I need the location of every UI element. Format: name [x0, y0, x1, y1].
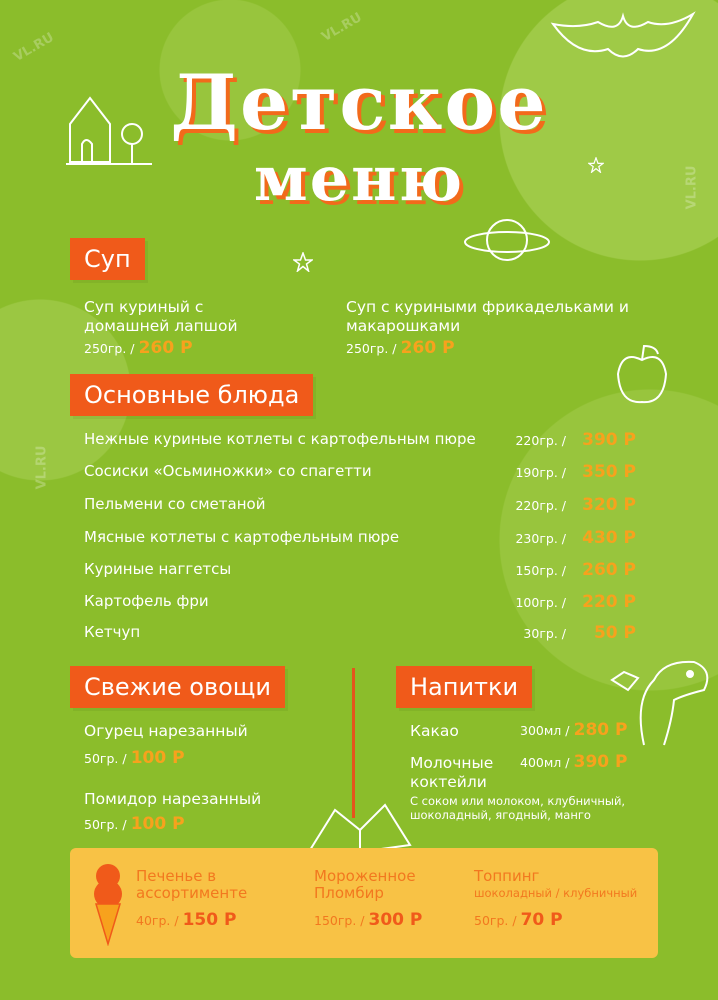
veg-item-priceline: [84, 814, 185, 834]
section-heading-vegetables: Свежие овощи: [70, 666, 285, 708]
item-name: Пельмени со сметаной: [84, 495, 266, 513]
item-name: Сосиски «Осьминожки» со спагетти: [84, 462, 372, 480]
star-icon: [293, 252, 313, 272]
menu-title-line2: меню: [253, 142, 465, 215]
mains-row: [84, 592, 636, 614]
dessert-item-name: Печенье в ассортименте: [136, 867, 248, 902]
soup-item-priceline: [84, 338, 193, 358]
item-price: 390 Р: [582, 430, 636, 450]
item-weight: 220гр. /: [515, 433, 566, 448]
dessert-item-name: Мороженное Пломбир: [314, 867, 416, 902]
item-weight: 400мл /: [520, 755, 570, 770]
item-price: 260 Р: [138, 338, 193, 358]
item-weight: 150гр. /: [515, 563, 566, 578]
mains-row: [84, 495, 636, 517]
item-price: 430 Р: [582, 528, 636, 548]
item-weight: 190гр. /: [515, 465, 566, 480]
item-name: Картофель фри: [84, 592, 209, 610]
soup-item-name: Суп с куриными фрикадельками и макарошками: [346, 298, 629, 335]
bat-doodle-icon: [548, 4, 698, 64]
item-name: Кетчуп: [84, 623, 141, 641]
item-price: 220 Р: [582, 592, 636, 612]
item-weight: 230гр. /: [515, 531, 566, 546]
item-price: 350 Р: [582, 462, 636, 482]
item-weight: 300мл /: [520, 723, 570, 738]
mains-row: [84, 560, 636, 582]
dessert-item-name: Топпинг: [474, 867, 540, 885]
item-price: 50 Р: [593, 623, 636, 643]
desserts-banner: [70, 848, 658, 958]
drink-item-priceline: [520, 752, 627, 772]
mains-row: [84, 430, 636, 452]
item-price: 260 Р: [582, 560, 636, 580]
item-price: 320 Р: [582, 495, 636, 515]
veg-item-priceline: [84, 748, 185, 768]
watermark: VL.RU: [684, 165, 700, 210]
drink-item-name: Молочные коктейли: [410, 754, 494, 791]
item-weight: 100гр. /: [515, 595, 566, 610]
drink-item-priceline: [520, 720, 627, 740]
mains-row: [84, 528, 636, 550]
item-weight: 50гр. /: [474, 913, 517, 928]
item-name: Нежные куриные котлеты с картофельным пюре: [84, 430, 476, 448]
section-heading-soup: Суп: [70, 238, 145, 280]
section-heading-mains: Основные блюда: [70, 374, 313, 416]
item-weight: 250гр. /: [346, 341, 397, 356]
apple-doodle-icon: [612, 340, 672, 410]
item-weight: 30гр. /: [523, 626, 566, 641]
item-weight: 150гр. /: [314, 913, 365, 928]
item-price: 300 Р: [368, 910, 423, 930]
item-price: 100 Р: [130, 814, 185, 834]
column-divider: [352, 668, 355, 818]
veg-item-name: Помидор нарезанный: [84, 790, 262, 808]
item-name: Мясные котлеты с картофельным пюре: [84, 528, 400, 546]
book-doodle-icon: [305, 800, 415, 855]
watermark: VL.RU: [319, 10, 365, 45]
drink-item-name: Какао: [410, 722, 459, 740]
dessert-item-priceline: [474, 910, 563, 930]
dessert-item-priceline: [314, 910, 422, 930]
watermark: VL.RU: [34, 445, 50, 490]
item-price: 390 Р: [573, 752, 628, 772]
section-heading-drinks: Напитки: [396, 666, 532, 708]
ice-cream-icon: [90, 860, 126, 946]
watermark: VL.RU: [11, 30, 57, 65]
menu-title-line1: Детское: [170, 58, 548, 147]
item-price: 150 Р: [182, 910, 237, 930]
item-name: Куриные наггетсы: [84, 560, 232, 578]
soup-item-name: Суп куриный с домашней лапшой: [84, 298, 238, 335]
item-weight: 50гр. /: [84, 751, 127, 766]
dessert-item-subtitle: шоколадный / клубничный: [474, 886, 638, 900]
item-weight: 220гр. /: [515, 498, 566, 513]
drink-item-description: С соком или молоком, клубничный, шоколадный, ягодный, манго: [410, 794, 626, 822]
planet-doodle-icon: [462, 210, 552, 270]
mains-row: [84, 623, 636, 645]
item-weight: 250гр. /: [84, 341, 135, 356]
dessert-item-priceline: [136, 910, 236, 930]
item-weight: 50гр. /: [84, 817, 127, 832]
item-price: 280 Р: [573, 720, 628, 740]
item-price: 100 Р: [130, 748, 185, 768]
item-price: 70 Р: [520, 910, 563, 930]
mains-row: [84, 462, 636, 484]
item-weight: 40гр. /: [136, 913, 179, 928]
item-price: 260 Р: [400, 338, 455, 358]
soup-item-priceline: [346, 338, 455, 358]
veg-item-name: Огурец нарезанный: [84, 722, 248, 740]
